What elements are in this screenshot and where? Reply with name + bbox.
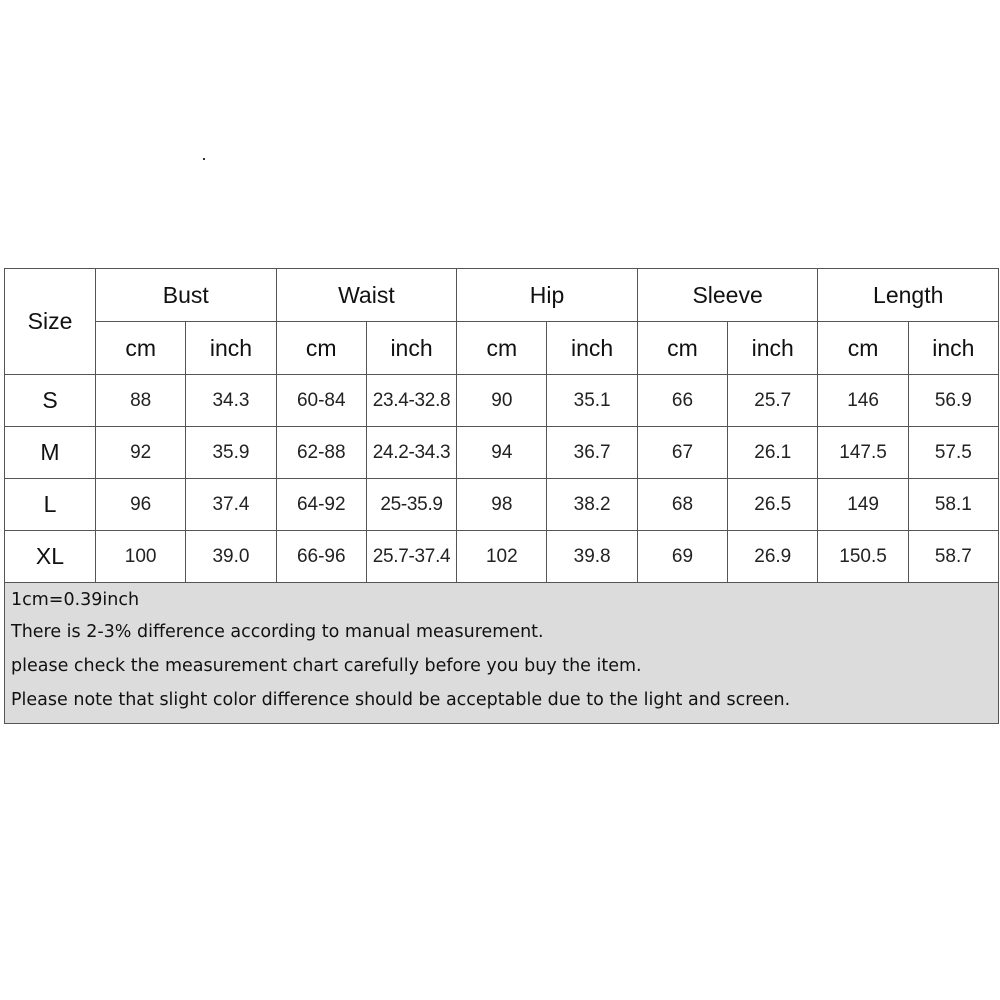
notes-row (5, 583, 999, 724)
length-inch-cell: 58.1 (908, 479, 998, 531)
bust-cm-cell: 96 (96, 479, 186, 531)
group-header-sleeve: Sleeve (637, 269, 818, 322)
hip-cm-cell: 102 (457, 531, 547, 583)
unit-header-cm: cm (276, 322, 366, 375)
waist-inch-cell: 23.4-32.8 (366, 375, 456, 427)
table-row-xl (5, 531, 999, 583)
sleeve-cm-cell: 67 (637, 427, 727, 479)
note-conversion: 1cm=0.39inch (11, 590, 140, 610)
hip-cm-cell: 90 (457, 375, 547, 427)
length-inch-cell: 57.5 (908, 427, 998, 479)
group-header-waist: Waist (276, 269, 457, 322)
sleeve-inch-cell: 26.5 (728, 479, 818, 531)
unit-header-inch: inch (186, 322, 276, 375)
sleeve-inch-cell: 26.9 (728, 531, 818, 583)
length-cm-cell: 147.5 (818, 427, 908, 479)
waist-cm-cell: 60-84 (276, 375, 366, 427)
hip-inch-cell: 39.8 (547, 531, 637, 583)
note-check-chart: please check the measurement chart carefully before you buy the item. (11, 656, 642, 676)
note-color-difference: Please note that slight color difference should be acceptable due to the light and screen. (11, 690, 791, 710)
stray-dot (203, 158, 205, 160)
unit-header-cm: cm (457, 322, 547, 375)
length-inch-cell: 58.7 (908, 531, 998, 583)
size-chart-table (4, 268, 999, 724)
waist-inch-cell: 24.2-34.3 (366, 427, 456, 479)
unit-header-cm: cm (96, 322, 186, 375)
length-cm-cell: 149 (818, 479, 908, 531)
hip-cm-cell: 94 (457, 427, 547, 479)
bust-inch-cell: 39.0 (186, 531, 276, 583)
waist-cm-cell: 66-96 (276, 531, 366, 583)
header-row-units (5, 322, 999, 375)
unit-header-inch: inch (728, 322, 818, 375)
waist-cm-cell: 64-92 (276, 479, 366, 531)
group-header-bust: Bust (96, 269, 277, 322)
group-header-length: Length (818, 269, 999, 322)
bust-inch-cell: 34.3 (186, 375, 276, 427)
sleeve-cm-cell: 68 (637, 479, 727, 531)
table-row-s (5, 375, 999, 427)
length-cm-cell: 146 (818, 375, 908, 427)
bust-cm-cell: 100 (96, 531, 186, 583)
length-inch-cell: 56.9 (908, 375, 998, 427)
hip-inch-cell: 38.2 (547, 479, 637, 531)
bust-inch-cell: 37.4 (186, 479, 276, 531)
table-row-m (5, 427, 999, 479)
unit-header-cm: cm (637, 322, 727, 375)
note-difference: There is 2-3% difference according to manual measurement. (11, 622, 544, 642)
size-label: L (5, 479, 96, 531)
unit-header-inch: inch (547, 322, 637, 375)
unit-header-inch: inch (366, 322, 456, 375)
header-row-groups (5, 269, 999, 322)
bust-cm-cell: 88 (96, 375, 186, 427)
hip-cm-cell: 98 (457, 479, 547, 531)
unit-header-cm: cm (818, 322, 908, 375)
table-row-l (5, 479, 999, 531)
size-label: S (5, 375, 96, 427)
bust-cm-cell: 92 (96, 427, 186, 479)
waist-cm-cell: 62-88 (276, 427, 366, 479)
length-cm-cell: 150.5 (818, 531, 908, 583)
hip-inch-cell: 35.1 (547, 375, 637, 427)
group-header-hip: Hip (457, 269, 638, 322)
size-label: XL (5, 531, 96, 583)
sleeve-cm-cell: 66 (637, 375, 727, 427)
sleeve-inch-cell: 26.1 (728, 427, 818, 479)
waist-inch-cell: 25.7-37.4 (366, 531, 456, 583)
unit-header-inch: inch (908, 322, 998, 375)
notes-panel (5, 583, 999, 724)
sleeve-inch-cell: 25.7 (728, 375, 818, 427)
sleeve-cm-cell: 69 (637, 531, 727, 583)
waist-inch-cell: 25-35.9 (366, 479, 456, 531)
size-column-header: Size (5, 269, 96, 375)
hip-inch-cell: 36.7 (547, 427, 637, 479)
size-label: M (5, 427, 96, 479)
bust-inch-cell: 35.9 (186, 427, 276, 479)
